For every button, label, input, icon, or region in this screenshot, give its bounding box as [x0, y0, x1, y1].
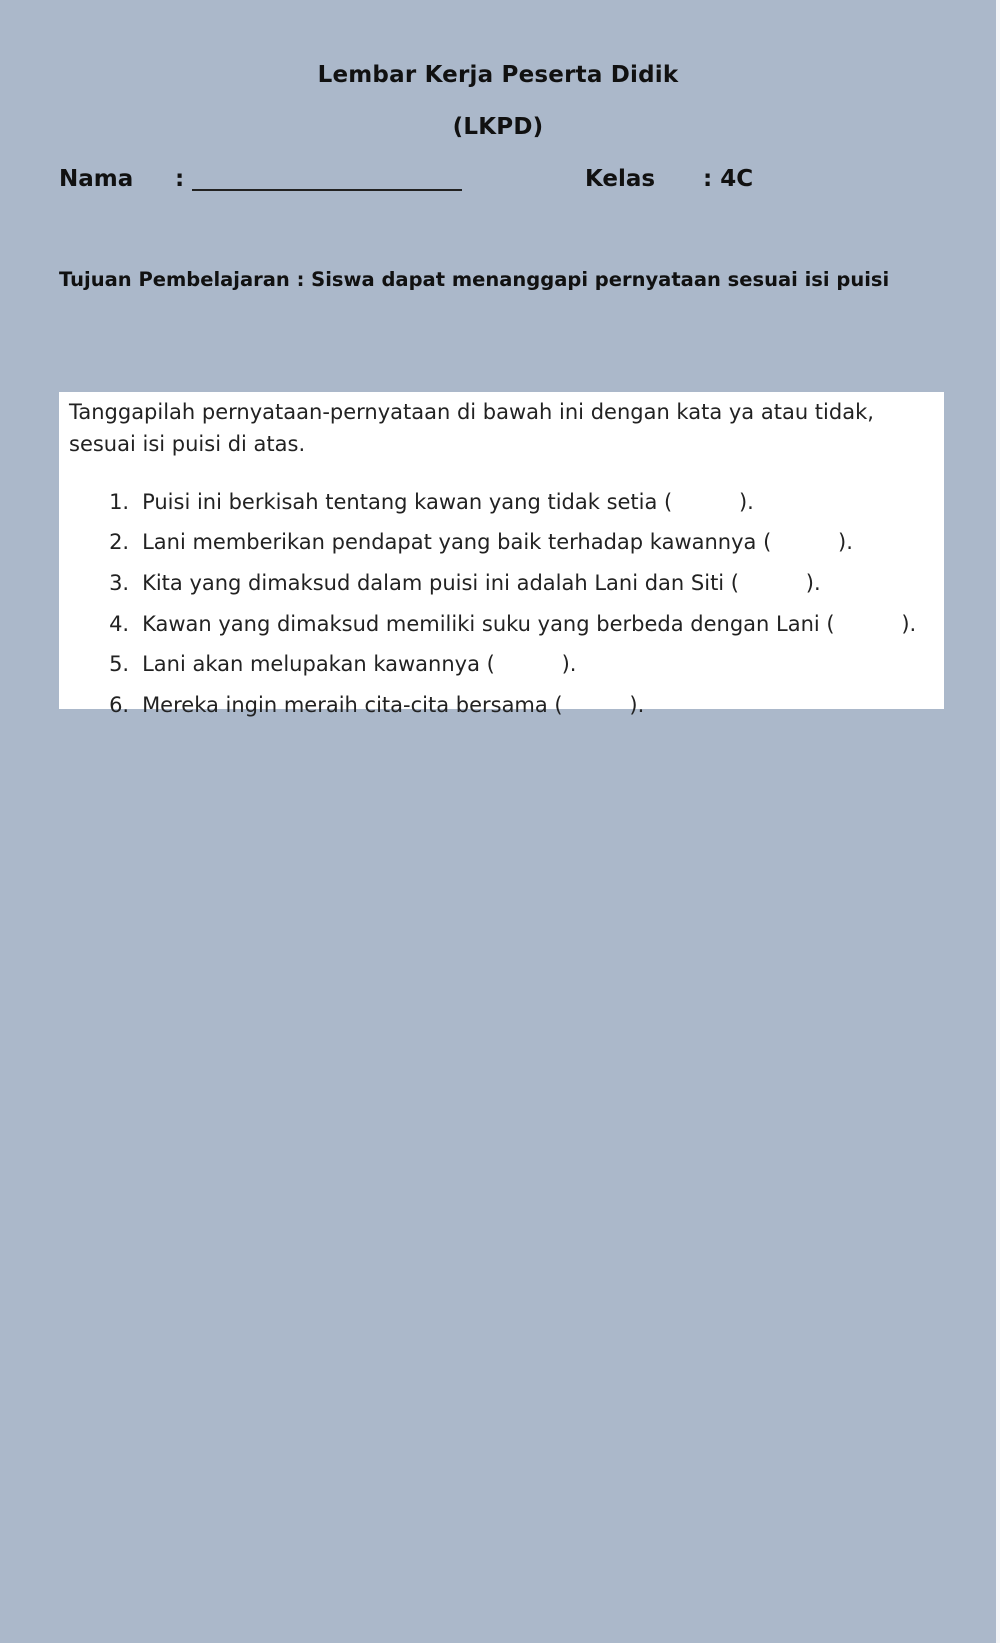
- worksheet-subtitle: (LKPD): [452, 114, 544, 140]
- class-label: Kelas: [585, 166, 656, 192]
- item-text: Kawan yang dimaksud memiliki suku yang berbeda dengan Lani ( ).: [142, 612, 917, 636]
- name-blank-line: [192, 189, 462, 191]
- item-text: Kita yang dimaksud dalam puisi ini adalah Lani dan Siti ( ).: [142, 571, 821, 595]
- worksheet-title: Lembar Kerja Peserta Didik: [317, 62, 679, 88]
- item-text: Mereka ingin meraih cita-cita bersama ( ).: [142, 693, 645, 717]
- name-label: Nama: [59, 166, 134, 192]
- exercise-item: [69, 669, 644, 741]
- exercise-box: [59, 392, 944, 717]
- item-number: 2.: [109, 530, 130, 554]
- page-edge: [996, 0, 1000, 1643]
- item-number: 6.: [109, 693, 130, 717]
- learning-goal: Tujuan Pembelajaran : Siswa dapat menanggapi pernyataan sesuai isi puisi: [59, 268, 890, 291]
- exercise-instruction: Tanggapilah pernyataan-pernyataan di bawah ini dengan kata ya atau tidak, sesuai isi puisi di atas.: [69, 400, 874, 456]
- item-text: Lani akan melupakan kawannya ( ).: [142, 652, 577, 676]
- item-text: Lani memberikan pendapat yang baik terhadap kawannya ( ).: [142, 530, 853, 554]
- item-number: 1.: [109, 490, 130, 514]
- name-colon: :: [175, 166, 185, 192]
- class-value: : 4C: [703, 166, 754, 192]
- item-number: 3.: [109, 571, 130, 595]
- item-number: 5.: [109, 652, 130, 676]
- item-number: 4.: [109, 612, 130, 636]
- item-text: Puisi ini berkisah tentang kawan yang tidak setia ( ).: [142, 490, 754, 514]
